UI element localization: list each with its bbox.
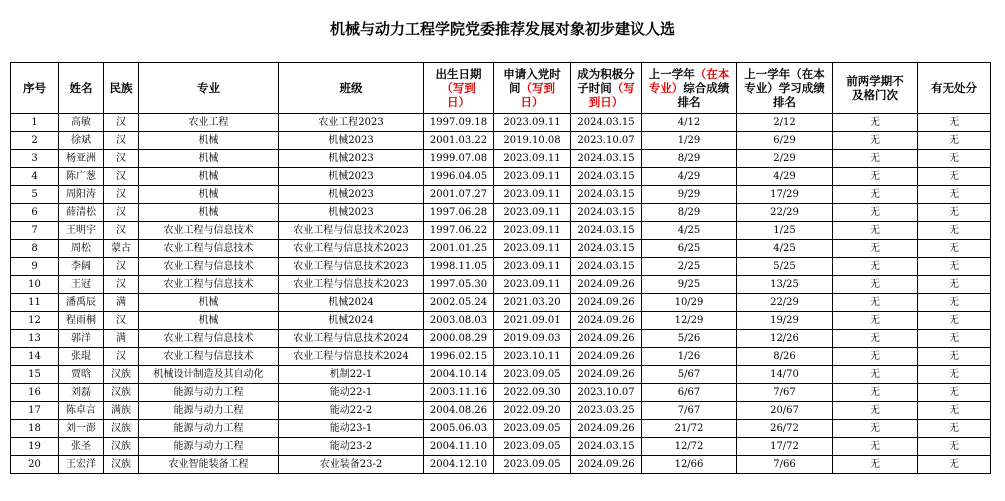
cell-apply-date: 2023.09.11 xyxy=(494,114,571,132)
cell-birth-date: 2004.12.10 xyxy=(424,456,494,474)
col-header-rank-study xyxy=(737,63,833,114)
birth-line-3: 日） xyxy=(447,95,470,109)
cell-study-rank: 5/25 xyxy=(737,258,833,276)
birth-line-1: 出生日期 xyxy=(435,67,482,81)
cell-seq: 7 xyxy=(11,222,59,240)
cell-fail-count: 无 xyxy=(833,366,918,384)
cell-apply-date: 2023.09.11 xyxy=(494,240,571,258)
table-row xyxy=(11,438,991,456)
cell-punishment: 无 xyxy=(918,168,991,186)
cell-fail-count: 无 xyxy=(833,402,918,420)
cell-apply-date: 2021.09.01 xyxy=(494,312,571,330)
cell-overall-rank: 4/12 xyxy=(642,114,737,132)
cell-overall-rank: 8/29 xyxy=(642,150,737,168)
cell-ethnicity: 汉 xyxy=(104,168,139,186)
cell-study-rank: 14/70 xyxy=(737,366,833,384)
cell-major: 机械设计制造及其自动化 xyxy=(139,366,279,384)
cell-birth-date: 1997.09.18 xyxy=(424,114,494,132)
cell-overall-rank: 5/26 xyxy=(642,330,737,348)
cell-apply-date: 2023.09.05 xyxy=(494,366,571,384)
cell-fail-count: 无 xyxy=(833,312,918,330)
table-row xyxy=(11,312,991,330)
col-header-rank-overall xyxy=(642,63,737,114)
table-row xyxy=(11,420,991,438)
cell-apply-date: 2023.09.11 xyxy=(494,258,571,276)
cell-ethnicity: 汉 xyxy=(104,114,139,132)
table-row xyxy=(11,240,991,258)
cell-fail-count: 无 xyxy=(833,132,918,150)
cell-activist-date: 2024.03.15 xyxy=(571,186,642,204)
cell-overall-rank: 6/25 xyxy=(642,240,737,258)
cell-name: 张圣 xyxy=(59,438,104,456)
cell-activist-date: 2024.03.15 xyxy=(571,222,642,240)
cell-activist-date: 2024.03.15 xyxy=(571,150,642,168)
cell-activist-date: 2024.09.26 xyxy=(571,366,642,384)
cell-punishment: 无 xyxy=(918,312,991,330)
cell-activist-date: 2024.03.15 xyxy=(571,258,642,276)
cell-fail-count: 无 xyxy=(833,420,918,438)
table-row xyxy=(11,330,991,348)
apply-line-2b: （写到 xyxy=(520,81,555,95)
cell-ethnicity: 满 xyxy=(104,330,139,348)
cell-punishment: 无 xyxy=(918,294,991,312)
activist-line-1: 成为积极分 xyxy=(577,67,635,81)
cell-birth-date: 2003.08.03 xyxy=(424,312,494,330)
cell-seq: 5 xyxy=(11,186,59,204)
apply-line-2a: 间 xyxy=(509,81,521,95)
cell-overall-rank: 21/72 xyxy=(642,420,737,438)
cell-seq: 17 xyxy=(11,402,59,420)
cell-apply-date: 2023.09.11 xyxy=(494,150,571,168)
cell-study-rank: 7/66 xyxy=(737,456,833,474)
col-header-major: 专业 xyxy=(139,63,279,114)
cell-activist-date: 2024.09.26 xyxy=(571,348,642,366)
cell-name: 王冠 xyxy=(59,276,104,294)
cell-name: 王宏洋 xyxy=(59,456,104,474)
cell-apply-date: 2021.03.20 xyxy=(494,294,571,312)
cell-overall-rank: 12/66 xyxy=(642,456,737,474)
cell-study-rank: 26/72 xyxy=(737,420,833,438)
cell-seq: 20 xyxy=(11,456,59,474)
cell-fail-count: 无 xyxy=(833,204,918,222)
cell-major: 能源与动力工程 xyxy=(139,438,279,456)
table-row xyxy=(11,132,991,150)
cell-apply-date: 2023.09.11 xyxy=(494,186,571,204)
activist-line-3: 到日） xyxy=(588,95,624,109)
cell-punishment: 无 xyxy=(918,366,991,384)
cell-major: 能源与动力工程 xyxy=(139,384,279,402)
table-row xyxy=(11,150,991,168)
rank1-line-2b: 综合成绩 xyxy=(683,81,730,95)
cell-class: 能动22-2 xyxy=(279,402,424,420)
cell-ethnicity: 汉 xyxy=(104,186,139,204)
cell-punishment: 无 xyxy=(918,384,991,402)
cell-major: 机械 xyxy=(139,312,279,330)
cell-ethnicity: 汉 xyxy=(104,276,139,294)
cell-name: 李阔 xyxy=(59,258,104,276)
cell-major: 农业工程与信息技术 xyxy=(139,276,279,294)
cell-apply-date: 2019.09.03 xyxy=(494,330,571,348)
cell-major: 机械 xyxy=(139,132,279,150)
cell-fail-count: 无 xyxy=(833,258,918,276)
cell-birth-date: 2004.10.14 xyxy=(424,366,494,384)
cell-fail-count: 无 xyxy=(833,384,918,402)
cell-overall-rank: 4/29 xyxy=(642,168,737,186)
table-row xyxy=(11,456,991,474)
table-row xyxy=(11,168,991,186)
table-row xyxy=(11,294,991,312)
cell-ethnicity: 满族 xyxy=(104,402,139,420)
cell-ethnicity: 汉族 xyxy=(104,456,139,474)
cell-class: 机械2023 xyxy=(279,150,424,168)
table-row xyxy=(11,258,991,276)
cell-apply-date: 2023.09.11 xyxy=(494,276,571,294)
cell-seq: 14 xyxy=(11,348,59,366)
cell-apply-date: 2023.10.11 xyxy=(494,348,571,366)
cell-overall-rank: 12/72 xyxy=(642,438,737,456)
cell-birth-date: 1996.02.15 xyxy=(424,348,494,366)
cell-birth-date: 1997.06.28 xyxy=(424,204,494,222)
cell-name: 高敏 xyxy=(59,114,104,132)
col-header-fail-count xyxy=(833,63,918,114)
cell-major: 农业工程与信息技术 xyxy=(139,348,279,366)
rank1-line-3: 排名 xyxy=(677,95,701,109)
cell-major: 机械 xyxy=(139,294,279,312)
cell-study-rank: 13/25 xyxy=(737,276,833,294)
cell-activist-date: 2024.03.15 xyxy=(571,114,642,132)
table-row xyxy=(11,114,991,132)
rank1-line-1b: （在本 xyxy=(694,67,730,81)
col-header-activist xyxy=(571,63,642,114)
cell-fail-count: 无 xyxy=(833,348,918,366)
cell-seq: 13 xyxy=(11,330,59,348)
cell-overall-rank: 5/67 xyxy=(642,366,737,384)
cell-name: 周松 xyxy=(59,240,104,258)
cell-seq: 1 xyxy=(11,114,59,132)
cell-overall-rank: 9/25 xyxy=(642,276,737,294)
cell-overall-rank: 2/25 xyxy=(642,258,737,276)
col-header-name: 姓名 xyxy=(59,63,104,114)
cell-activist-date: 2024.03.15 xyxy=(571,438,642,456)
cell-name: 杨亚洲 xyxy=(59,150,104,168)
cell-apply-date: 2023.09.05 xyxy=(494,438,571,456)
cell-activist-date: 2024.09.26 xyxy=(571,312,642,330)
cell-seq: 16 xyxy=(11,384,59,402)
cell-seq: 2 xyxy=(11,132,59,150)
cell-fail-count: 无 xyxy=(833,168,918,186)
cell-class: 能动22-1 xyxy=(279,384,424,402)
cell-punishment: 无 xyxy=(918,204,991,222)
cell-seq: 10 xyxy=(11,276,59,294)
cell-class: 农业工程2023 xyxy=(279,114,424,132)
cell-major: 农业工程与信息技术 xyxy=(139,222,279,240)
cell-class: 农业工程与信息技术2023 xyxy=(279,258,424,276)
cell-ethnicity: 汉 xyxy=(104,258,139,276)
cell-major: 能源与动力工程 xyxy=(139,420,279,438)
cell-fail-count: 无 xyxy=(833,150,918,168)
cell-class: 机械2023 xyxy=(279,186,424,204)
cell-study-rank: 4/25 xyxy=(737,240,833,258)
cell-class: 农业工程与信息技术2023 xyxy=(279,276,424,294)
cell-name: 薛清松 xyxy=(59,204,104,222)
cell-class: 农业工程与信息技术2024 xyxy=(279,348,424,366)
cell-birth-date: 2001.01.25 xyxy=(424,240,494,258)
cell-activist-date: 2024.09.26 xyxy=(571,330,642,348)
cell-apply-date: 2023.09.05 xyxy=(494,456,571,474)
cell-name: 王明宇 xyxy=(59,222,104,240)
table-row xyxy=(11,276,991,294)
cell-study-rank: 22/29 xyxy=(737,294,833,312)
col-header-class: 班级 xyxy=(279,63,424,114)
cell-ethnicity: 满 xyxy=(104,294,139,312)
cell-punishment: 无 xyxy=(918,150,991,168)
cell-seq: 19 xyxy=(11,438,59,456)
cell-punishment: 无 xyxy=(918,438,991,456)
cell-study-rank: 12/26 xyxy=(737,330,833,348)
cell-activist-date: 2023.10.07 xyxy=(571,384,642,402)
cell-ethnicity: 汉 xyxy=(104,348,139,366)
fail-line-2: 及格门次 xyxy=(852,88,898,102)
cell-name: 刘一澎 xyxy=(59,420,104,438)
cell-class: 能动23-2 xyxy=(279,438,424,456)
cell-punishment: 无 xyxy=(918,222,991,240)
cell-class: 机械2023 xyxy=(279,204,424,222)
cell-overall-rank: 9/29 xyxy=(642,186,737,204)
cell-name: 陈卓言 xyxy=(59,402,104,420)
cell-class: 农业工程与信息技术2023 xyxy=(279,240,424,258)
cell-birth-date: 2002.05.24 xyxy=(424,294,494,312)
candidate-table xyxy=(10,62,991,474)
cell-major: 农业智能装备工程 xyxy=(139,456,279,474)
cell-fail-count: 无 xyxy=(833,438,918,456)
cell-seq: 18 xyxy=(11,420,59,438)
cell-birth-date: 1997.06.22 xyxy=(424,222,494,240)
cell-fail-count: 无 xyxy=(833,456,918,474)
cell-birth-date: 2004.08.26 xyxy=(424,402,494,420)
cell-ethnicity: 汉族 xyxy=(104,420,139,438)
cell-name: 刘磊 xyxy=(59,384,104,402)
cell-name: 周阳涛 xyxy=(59,186,104,204)
cell-birth-date: 2001.07.27 xyxy=(424,186,494,204)
table-row xyxy=(11,186,991,204)
cell-activist-date: 2024.09.26 xyxy=(571,276,642,294)
col-header-ethnicity: 民族 xyxy=(104,63,139,114)
cell-name: 陈广葱 xyxy=(59,168,104,186)
cell-overall-rank: 4/25 xyxy=(642,222,737,240)
cell-study-rank: 22/29 xyxy=(737,204,833,222)
cell-class: 机械2024 xyxy=(279,294,424,312)
cell-punishment: 无 xyxy=(918,330,991,348)
rank2-line-1: 上一学年（在本 xyxy=(744,67,825,81)
cell-activist-date: 2024.03.15 xyxy=(571,240,642,258)
cell-seq: 11 xyxy=(11,294,59,312)
cell-overall-rank: 10/29 xyxy=(642,294,737,312)
cell-name: 张琨 xyxy=(59,348,104,366)
cell-activist-date: 2024.09.26 xyxy=(571,294,642,312)
cell-major: 农业工程与信息技术 xyxy=(139,330,279,348)
cell-punishment: 无 xyxy=(918,276,991,294)
cell-name: 程雨桐 xyxy=(59,312,104,330)
cell-fail-count: 无 xyxy=(833,276,918,294)
cell-major: 农业工程 xyxy=(139,114,279,132)
cell-apply-date: 2022.09.30 xyxy=(494,384,571,402)
cell-birth-date: 2005.06.03 xyxy=(424,420,494,438)
col-header-seq: 序号 xyxy=(11,63,59,114)
cell-birth-date: 1998.11.05 xyxy=(424,258,494,276)
cell-fail-count: 无 xyxy=(833,222,918,240)
table-row xyxy=(11,222,991,240)
cell-study-rank: 1/25 xyxy=(737,222,833,240)
cell-fail-count: 无 xyxy=(833,114,918,132)
cell-activist-date: 2023.03.25 xyxy=(571,402,642,420)
cell-class: 机械2023 xyxy=(279,132,424,150)
cell-activist-date: 2024.03.15 xyxy=(571,168,642,186)
cell-activist-date: 2024.09.26 xyxy=(571,420,642,438)
cell-ethnicity: 汉 xyxy=(104,132,139,150)
cell-overall-rank: 1/29 xyxy=(642,132,737,150)
table-row xyxy=(11,204,991,222)
cell-overall-rank: 7/67 xyxy=(642,402,737,420)
cell-study-rank: 19/29 xyxy=(737,312,833,330)
cell-punishment: 无 xyxy=(918,186,991,204)
cell-birth-date: 2003.11.16 xyxy=(424,384,494,402)
cell-major: 机械 xyxy=(139,150,279,168)
cell-birth-date: 1996.04.05 xyxy=(424,168,494,186)
cell-fail-count: 无 xyxy=(833,240,918,258)
col-header-punishment: 有无处分 xyxy=(918,63,991,114)
cell-punishment: 无 xyxy=(918,420,991,438)
rank1-line-2a: 专业） xyxy=(648,81,684,95)
cell-apply-date: 2023.09.11 xyxy=(494,222,571,240)
cell-class: 农业装备23-2 xyxy=(279,456,424,474)
col-header-birth xyxy=(424,63,494,114)
table-row xyxy=(11,366,991,384)
cell-seq: 8 xyxy=(11,240,59,258)
apply-line-3: 日） xyxy=(520,95,544,109)
table-body xyxy=(11,114,991,474)
cell-punishment: 无 xyxy=(918,456,991,474)
cell-major: 机械 xyxy=(139,186,279,204)
cell-seq: 15 xyxy=(11,366,59,384)
cell-study-rank: 8/26 xyxy=(737,348,833,366)
cell-ethnicity: 汉 xyxy=(104,150,139,168)
cell-fail-count: 无 xyxy=(833,186,918,204)
cell-apply-date: 2023.09.05 xyxy=(494,420,571,438)
cell-name: 贾晗 xyxy=(59,366,104,384)
cell-apply-date: 2023.09.11 xyxy=(494,168,571,186)
cell-seq: 12 xyxy=(11,312,59,330)
rank2-line-2: 专业）学习成绩 xyxy=(744,81,825,95)
cell-activist-date: 2024.09.26 xyxy=(571,456,642,474)
rank2-line-3: 排名 xyxy=(773,95,796,109)
table-row xyxy=(11,402,991,420)
cell-major: 机械 xyxy=(139,204,279,222)
cell-birth-date: 2001.03.22 xyxy=(424,132,494,150)
cell-study-rank: 2/12 xyxy=(737,114,833,132)
table-row xyxy=(11,384,991,402)
cell-punishment: 无 xyxy=(918,258,991,276)
cell-overall-rank: 1/26 xyxy=(642,348,737,366)
cell-seq: 9 xyxy=(11,258,59,276)
apply-line-1: 申请入党时 xyxy=(503,67,561,81)
cell-ethnicity: 汉族 xyxy=(104,438,139,456)
cell-punishment: 无 xyxy=(918,114,991,132)
cell-major: 能源与动力工程 xyxy=(139,402,279,420)
activist-line-2b: （写 xyxy=(611,81,635,95)
cell-overall-rank: 6/67 xyxy=(642,384,737,402)
cell-birth-date: 1999.07.08 xyxy=(424,150,494,168)
cell-apply-date: 2023.09.11 xyxy=(494,204,571,222)
cell-study-rank: 17/72 xyxy=(737,438,833,456)
cell-class: 机械2024 xyxy=(279,312,424,330)
birth-line-2: （写到 xyxy=(441,81,476,95)
header-row xyxy=(11,63,991,114)
cell-class: 机械2023 xyxy=(279,168,424,186)
cell-study-rank: 6/29 xyxy=(737,132,833,150)
cell-apply-date: 2022.09.20 xyxy=(494,402,571,420)
cell-study-rank: 7/67 xyxy=(737,384,833,402)
cell-seq: 3 xyxy=(11,150,59,168)
cell-name: 徐斌 xyxy=(59,132,104,150)
page-title: 机械与动力工程学院党委推荐发展对象初步建议人选 xyxy=(329,20,675,38)
cell-major: 农业工程与信息技术 xyxy=(139,258,279,276)
cell-ethnicity: 汉族 xyxy=(104,384,139,402)
cell-class: 农业工程与信息技术2024 xyxy=(279,330,424,348)
cell-punishment: 无 xyxy=(918,240,991,258)
col-header-apply xyxy=(494,63,571,114)
cell-apply-date: 2019.10.08 xyxy=(494,132,571,150)
cell-punishment: 无 xyxy=(918,348,991,366)
cell-overall-rank: 12/29 xyxy=(642,312,737,330)
cell-class: 机制22-1 xyxy=(279,366,424,384)
fail-line-1: 前两学期不 xyxy=(846,74,904,88)
activist-line-2a: 子时间 xyxy=(577,81,612,95)
table-row xyxy=(11,348,991,366)
cell-class: 能动23-1 xyxy=(279,420,424,438)
cell-name: 郭洋 xyxy=(59,330,104,348)
cell-seq: 4 xyxy=(11,168,59,186)
cell-study-rank: 20/67 xyxy=(737,402,833,420)
cell-birth-date: 2004.11.10 xyxy=(424,438,494,456)
cell-ethnicity: 汉 xyxy=(104,312,139,330)
cell-overall-rank: 8/29 xyxy=(642,204,737,222)
cell-activist-date: 2024.03.15 xyxy=(571,204,642,222)
cell-name: 潘禹辰 xyxy=(59,294,104,312)
cell-major: 机械 xyxy=(139,168,279,186)
cell-punishment: 无 xyxy=(918,402,991,420)
cell-ethnicity: 汉 xyxy=(104,222,139,240)
cell-study-rank: 4/29 xyxy=(737,168,833,186)
rank1-line-1a: 上一学年 xyxy=(648,67,695,81)
cell-ethnicity: 汉 xyxy=(104,204,139,222)
cell-fail-count: 无 xyxy=(833,294,918,312)
cell-activist-date: 2023.10.07 xyxy=(571,132,642,150)
cell-study-rank: 17/29 xyxy=(737,186,833,204)
cell-major: 农业工程与信息技术 xyxy=(139,240,279,258)
cell-study-rank: 2/29 xyxy=(737,150,833,168)
cell-birth-date: 2000.08.29 xyxy=(424,330,494,348)
cell-birth-date: 1997.05.30 xyxy=(424,276,494,294)
cell-punishment: 无 xyxy=(918,132,991,150)
cell-class: 农业工程与信息技术2023 xyxy=(279,222,424,240)
cell-ethnicity: 汉族 xyxy=(104,366,139,384)
cell-seq: 6 xyxy=(11,204,59,222)
cell-ethnicity: 蒙古 xyxy=(104,240,139,258)
cell-fail-count: 无 xyxy=(833,330,918,348)
